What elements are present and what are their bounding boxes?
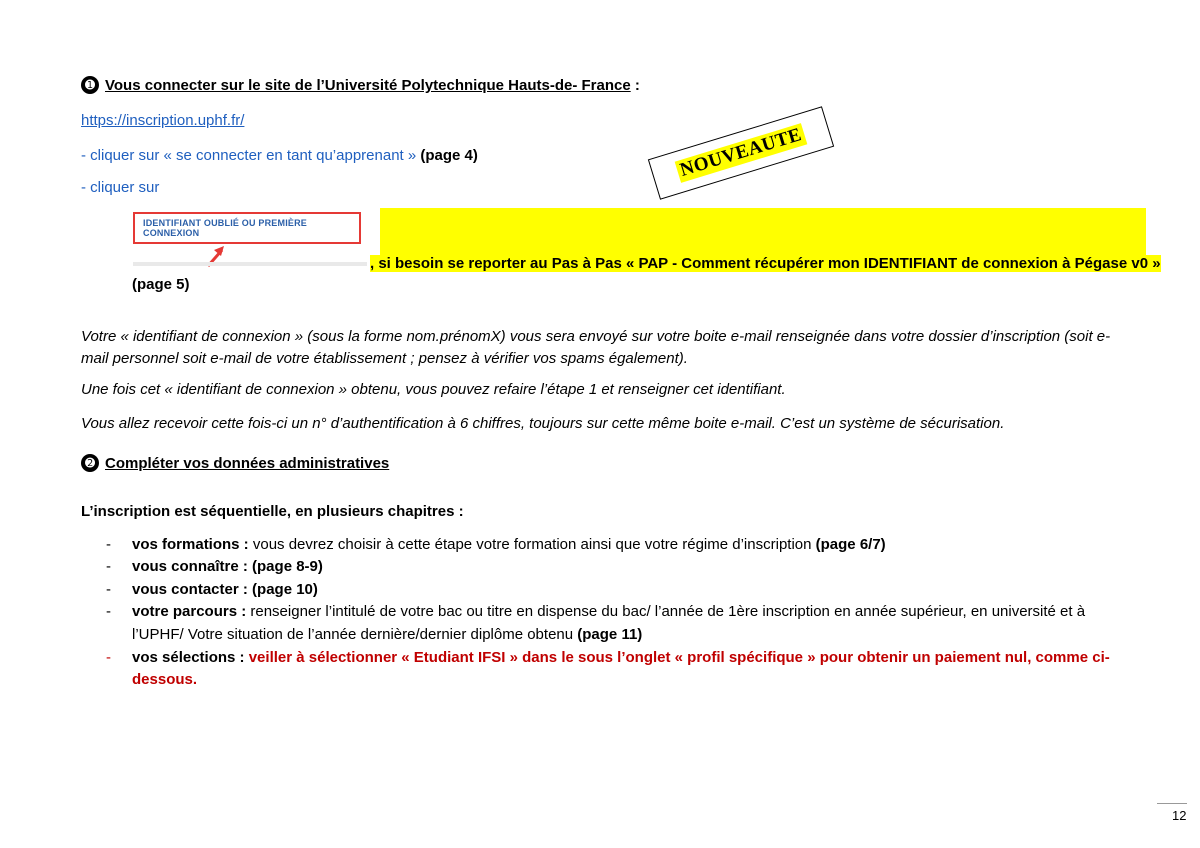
section2-heading-text: Compléter vos données administratives [105,455,390,472]
list-item-parcours-cont [132,626,642,643]
list-item-page: (page 8-9) [247,558,323,575]
list-dash: - [106,581,111,598]
pap-reference-page: (page 5) [132,276,190,293]
auth-code-paragraph: Vous allez recevoir cette fois-ci un n° d’authentification à 6 chiffres, toujours sur cette même boite e-mail. C’est un système de sécurisation. [81,415,1005,432]
identifier-paragraph-line2: mail personnel soit e-mail de votre établissement ; pensez à vérifier vos spams également). [81,350,688,367]
screenshot-strip [133,262,367,266]
list-item-formations [132,536,886,553]
step-connect-page: (page 4) [420,147,478,164]
list-dash: - [106,558,111,575]
forgot-identifier-button-label: IDENTIFIANT OUBLIÉ OU PREMIÈRE CONNEXION [143,218,308,238]
list-item-selections-cont: dessous. [132,671,198,688]
uphf-link[interactable]: https://inscription.uphf.fr/ [81,112,245,129]
list-item-page: (page 10) [247,581,318,598]
list-item-page: (page 11) [577,626,643,643]
section2-heading [81,454,389,472]
list-item-label: vos sélections : [132,649,245,666]
list-item-parcours [132,603,1085,620]
list-item-contacter [132,581,318,598]
step-connect [81,147,478,164]
list-item-text: l’UPHF/ Votre situation de l’année dernière/dernier diplôme obtenu [132,626,578,643]
step-click: - cliquer sur [81,179,160,196]
nouveaute-stamp-text: NOUVEAUTE [675,123,808,183]
list-item-label: vous connaître : [132,558,248,575]
pap-reference-text: , si besoin se reporter au Pas à Pas « PAP - Comment récupérer mon IDENTIFIANT de connexion à Pégase v0 » [370,255,1161,272]
list-item-label: vous contacter : [132,581,248,598]
nouveaute-stamp [648,106,834,199]
number-two-icon: ➋ [81,454,99,472]
footer-divider [1157,803,1187,804]
list-item-warning: veiller à sélectionner « Etudiant IFSI » dans le sous l’onglet « profil spécifique » pour obtenir un paiement nul, comme ci- [244,649,1110,666]
list-item-text: vous devrez choisir à cette étape votre formation ainsi que votre régime d’inscription [248,536,816,553]
list-item-page: (page 6/7) [815,536,886,553]
section1-heading [81,76,640,94]
section1-heading-text: Vous connecter sur le site de l’Université Polytechnique Hauts-de- France [105,77,631,94]
sequential-intro: L’inscription est séquentielle, en plusieurs chapitres : [81,503,464,520]
list-item-label: vos formations : [132,536,249,553]
red-arrow-icon [200,244,230,270]
list-dash: - [106,536,111,553]
list-item-text: renseigner l’intitulé de votre bac ou titre en dispense du bac/ l’année de 1ère inscription en année supérieur, en université et à [246,603,1086,620]
number-one-icon: ➊ [81,76,99,94]
identifier-paragraph-line1: Votre « identifiant de connexion » (sous la forme nom.prénomX) vous sera envoyé sur votre boite e-mail renseignée dans votre dossier d’inscription (soit e- [81,328,1111,345]
pap-reference [370,255,1161,272]
step-connect-text: - cliquer sur « se connecter en tant qu’apprenant » [81,147,421,164]
list-item-label: votre parcours : [132,603,247,620]
list-item-connaitre [132,558,323,575]
list-dash: - [106,649,111,666]
redo-step-paragraph: Une fois cet « identifiant de connexion » obtenu, vous pouvez refaire l’étape 1 et renseigner cet identifiant. [81,381,786,398]
page-number: 12 [1172,808,1187,823]
section1-heading-suffix: : [630,77,640,94]
forgot-identifier-button [133,212,361,244]
list-dash: - [106,603,111,620]
list-item-selections [132,649,1110,666]
